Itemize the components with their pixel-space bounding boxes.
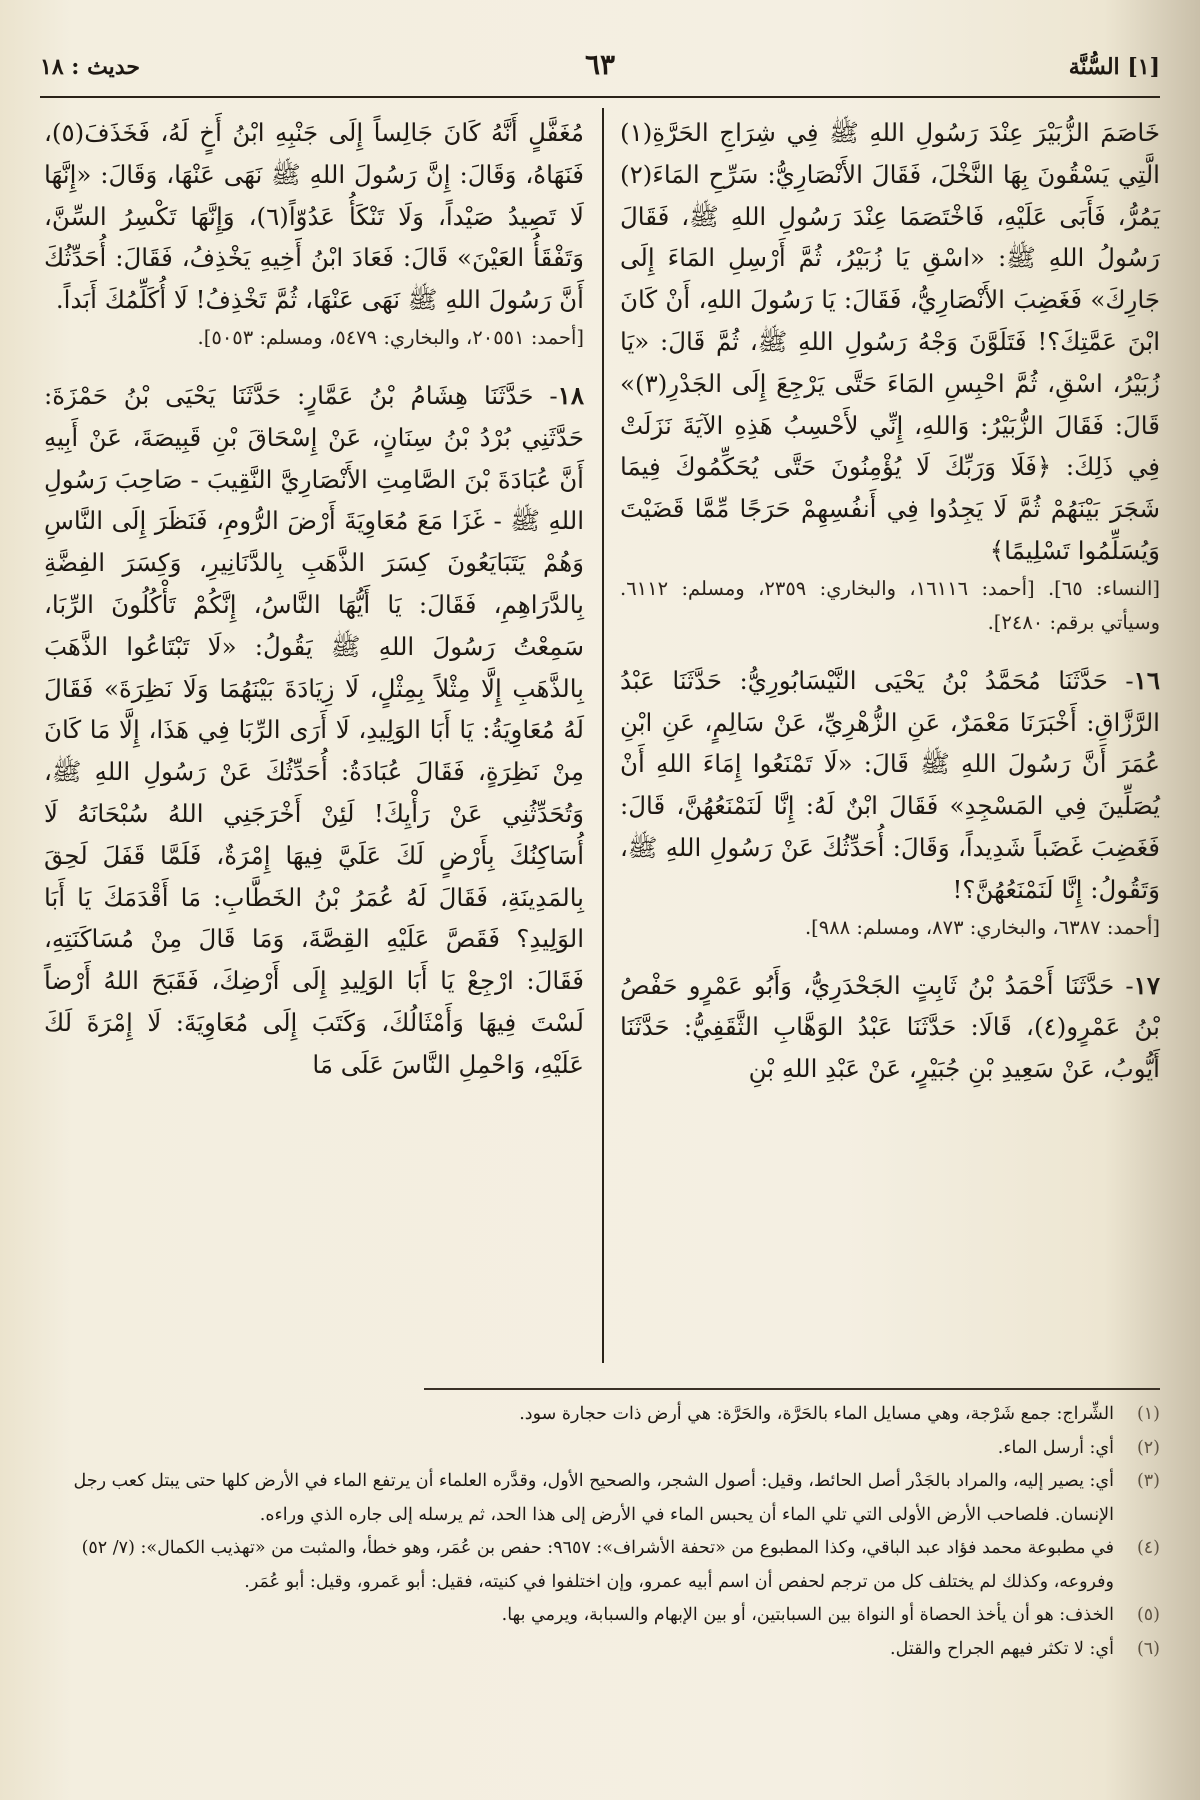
footnote-text: في مطبوعة محمد فؤاد عبد الباقي، وكذا المطبوع من «تحفة الأشراف»: ٩٦٥٧: حفص بن عُمَر، وهو خطأ، والمثبت من «تهذيب الكمال»: (٧/ ٥٢) وفروعه، وكذلك لم يختلف كل من ترجم لحفص أن اسم أبيه عمرو، وإن اختلفوا في كنيته، فقيل: أبو عَمرو، وقيل: أبو عُمَر. [81, 1538, 1114, 1592]
footnote [40, 1432, 1160, 1466]
footnote-number: (٢) [1136, 1437, 1160, 1458]
footnote [40, 1532, 1160, 1599]
header-rule [40, 96, 1160, 98]
footnote-text: الشِّراج: جمع شَرْجة، وهي مسايل الماء بالحَرَّة، والحَرَّة: هي أرض ذات حجارة سود. [519, 1404, 1114, 1424]
footnote [40, 1465, 1160, 1532]
hadith-number: ١٦ [1133, 665, 1160, 695]
footnote-number: (٦) [1136, 1638, 1160, 1659]
column-divider [602, 108, 604, 1363]
right-column [620, 112, 1160, 1090]
footnote-number: (٥) [1136, 1605, 1160, 1625]
footnote [40, 1398, 1160, 1432]
footnote-text: أي: لا تكثر فيهم الجراح والقتل. [890, 1638, 1114, 1659]
hadith-number: ١٧ [1133, 970, 1160, 1000]
footnote-text: أي: أرسل الماء. [997, 1437, 1114, 1458]
hadith-number: ١٨ [557, 380, 584, 410]
page-header [40, 48, 1160, 88]
hadith-18 [44, 375, 584, 1086]
footnote-number: (٣) [1136, 1471, 1160, 1491]
hadith-text: - حَدَّثَنَا هِشَامُ بْنُ عَمَّارٍ: حَدَّثَنَا يَحْيَى بْنُ حَمْزَةَ: حَدَّثَنِي بُرْدُ بْنُ سِنَانٍ، عَنْ إِسْحَاقَ بْنِ قَبِيصَةَ، عَنْ أَبِيهِ أَنَّ عُبَادَةَ بْنَ الصَّامِتِ الأَنْصَارِيَّ النَّقِيبَ - صَاحِبَ رَسُولِ اللهِ ﷺ - غَزَا مَعَ مُعَاوِيَةَ أَرْضَ الرُّومِ، فَنَظَرَ إِلَى النَّاسِ وَهُمْ يَتَبَايَعُونَ كِسَرَ الذَّهَبِ بِالدَّنَانِيرِ، وَكِسَرَ الفِضَّةِ بِالدَّرَاهِمِ، فَقَالَ: يَا أَيُّهَا النَّاسُ، إِنَّكُمْ تَأْكُلُونَ الرِّبَا، سَمِعْتُ رَسُولَ اللهِ ﷺ يَقُولُ: «لَا تَبْتَاعُوا الذَّهَبَ بِالذَّهَبِ إِلَّا مِثْلاً بِمِثْلٍ، لَا زِيَادَةَ بَيْنَهُمَا وَلَا نَظِرَةَ» فَقَالَ لَهُ مُعَاوِيَةُ: يَا أَبَا الوَلِيدِ، لَا أَرَى الرِّبَا فِي هَذَا، إِلَّا مَا كَانَ مِنْ نَظِرَةٍ، فَقَالَ عُبَادَةُ: أُحَدِّثُكَ عَنْ رَسُولِ اللهِ ﷺ، وَتُحَدِّثُنِي عَنْ رَأْيِكَ! لَئِنْ أَخْرَجَنِي اللهُ سُبْحَانَهُ لَا أُسَاكِنُكَ بِأَرْضٍ لَكَ عَلَيَّ فِيهَا إِمْرَةٌ، فَلَمَّا قَفَلَ لَحِقَ بِالمَدِينَةِ، فَقَالَ لَهُ عُمَرُ بْنُ الخَطَّابِ: مَا أَقْدَمَكَ يَا أَبَا الوَلِيدِ؟ فَقَصَّ عَلَيْهِ القِصَّةَ، وَمَا قَالَ مِنْ مُسَاكَنَتِهِ، فَقَالَ: ارْجِعْ يَا أَبَا الوَلِيدِ إِلَى أَرْضِكَ، فَقَبَحَ اللهُ أَرْضاً لَسْتَ فِيهَا وَأَمْثَالُكَ، وَكَتَبَ إِلَى مُعَاوِيَةَ: لَا إِمْرَةَ لَكَ عَلَيْهِ، وَاحْمِلِ النَّاسَ عَلَى مَا [44, 380, 584, 1079]
hadith-reference: حديث : ١٨ [40, 54, 140, 80]
footnote-separator [424, 1388, 1160, 1390]
hadith-citation: [أحمد: ٦٣٨٧، والبخاري: ٨٧٣، ومسلم: ٩٨٨]. [804, 915, 1160, 939]
footnote [40, 1633, 1160, 1667]
left-column [44, 112, 584, 1086]
hadith-continuation: خَاصَمَ الزُّبَيْرَ عِنْدَ رَسُولِ اللهِ ﷺ فِي شِرَاجِ الحَرَّةِ(١) الَّتِي يَسْقُونَ بِهَا النَّخْلَ، فَقَالَ الأَنْصَارِيُّ: سَرِّحِ المَاءَ(٢) يَمُرُّ، فَأَبَى عَلَيْهِ، فَاخْتَصَمَا عِنْدَ رَسُولِ اللهِ ﷺ، فَقَالَ رَسُولُ اللهِ ﷺ: «اسْقِ يَا زُبَيْرُ، ثُمَّ أَرْسِلِ المَاءَ إِلَى جَارِكَ» فَغَضِبَ الأَنْصَارِيُّ، فَقَالَ: يَا رَسُولَ اللهِ، أَنْ كَانَ ابْنَ عَمَّتِكَ؟! فَتَلَوَّنَ وَجْهُ رَسُولِ اللهِ ﷺ، ثُمَّ قَالَ: «يَا زُبَيْرُ، اسْقِ، ثُمَّ احْبِسِ المَاءَ حَتَّى يَرْجِعَ إِلَى الجَدْرِ(٣)» قَالَ: فَقَالَ الزُّبَيْرُ: وَاللهِ، إِنِّي لأَحْسِبُ هَذِهِ الآيَةَ نَزَلَتْ فِي ذَلِكَ: ﴿فَلَا وَرَبِّكَ لَا يُؤْمِنُونَ حَتَّى يُحَكِّمُوكَ فِيمَا شَجَرَ بَيْنَهُمْ ثُمَّ لَا يَجِدُوا فِي أَنفُسِهِمْ حَرَجًا مِّمَّا قَضَيْتَ وَيُسَلِّمُوا تَسْلِيمًا﴾ [620, 118, 1160, 565]
footnote-text: أي: يصير إليه، والمراد بالجَدْر أصل الحائط، وقيل: أصول الشجر، والصحيح الأول، وقدَّره العلماء أن يرتفع الماء في الأرض كلها حتى يبتل كعب رجل الإنسان. فلصاحب الأرض الأولى التي تلي الماء أن يحبس الماء في الأرض إلى هذا الحد، ثم يرسله إلى جاره الذي وراءه. [73, 1471, 1114, 1525]
page-number: ٦٣ [584, 48, 616, 81]
footnote-number: (١) [1136, 1404, 1160, 1424]
footnote-text: الخذف: هو أن يأخذ الحصاة أو النواة بين السبابتين، أو بين الإبهام والسبابة، ويرمي بها. [501, 1605, 1114, 1625]
hadith-citation: [أحمد: ٢٠٥٥١، والبخاري: ٥٤٧٩، ومسلم: ٥٠٥٣]. [197, 325, 584, 349]
chapter-title: [١] السُّنَّة [1068, 54, 1160, 80]
footnote-number: (٤) [1136, 1538, 1160, 1558]
hadith-17 [620, 965, 1160, 1090]
hadith-text: - حَدَّثَنَا أَحْمَدُ بْنُ ثَابِتٍ الجَحْدَرِيُّ، وَأَبُو عَمْرٍو حَفْصُ بْنُ عَمْرٍو(٤)، قَالَا: حَدَّثَنَا عَبْدُ الوَهَّابِ الثَّقَفِيُّ: حَدَّثَنَا أَيُّوبُ، عَنْ سَعِيدِ بْنِ جُبَيْرٍ، عَنْ عَبْدِ اللهِ بْنِ [620, 970, 1160, 1084]
footnote [40, 1599, 1160, 1633]
hadith-citation: [النساء: ٦٥]. [أحمد: ١٦١١٦، والبخاري: ٢٣٥٩، ومسلم: ٦١١٢. وسيأتي برقم: ٢٤٨٠]. [620, 576, 1160, 634]
footnotes [40, 1398, 1160, 1666]
hadith-text: - حَدَّثَنَا مُحَمَّدُ بْنُ يَحْيَى النَّيْسَابُورِيُّ: حَدَّثَنَا عَبْدُ الرَّزَّاقِ: أَخْبَرَنَا مَعْمَرٌ، عَنِ الزُّهْرِيِّ، عَنْ سَالِمٍ، عَنِ ابْنِ عُمَرَ أَنَّ رَسُولَ اللهِ ﷺ قَالَ: «لَا تَمْنَعُوا إِمَاءَ اللهِ أَنْ يُصَلِّينَ فِي المَسْجِدِ» فَقَالَ ابْنٌ لَهُ: إِنَّا لَنَمْنَعُهُنَّ، قَالَ: فَغَضِبَ غَضَباً شَدِيداً، وَقَالَ: أُحَدِّثُكَ عَنْ رَسُولِ اللهِ ﷺ، وَتَقُولُ: إِنَّا لَنَمْنَعُهُنَّ؟! [620, 665, 1160, 904]
hadith-16 [620, 660, 1160, 911]
hadith-continuation: مُغَفَّلٍ أَنَّهُ كَانَ جَالِساً إِلَى جَنْبِهِ ابْنُ أَخٍ لَهُ، فَخَذَفَ(٥)، فَنَهَاهُ، وَقَالَ: إِنَّ رَسُولَ اللهِ ﷺ نَهَى عَنْهَا، وَقَالَ: «إِنَّهَا لَا تَصِيدُ صَيْداً، وَلَا تَنْكَأُ عَدُوّاً(٦)، وَإِنَّهَا تَكْسِرُ السِّنَّ، وَتَفْقَأُ العَيْنَ» قَالَ: فَعَادَ ابْنُ أَخِيهِ يَخْذِفُ، فَقَالَ: أُحَدِّثُكَ أَنَّ رَسُولَ اللهِ ﷺ نَهَى عَنْهَا، ثُمَّ تَخْذِفُ! لَا أُكَلِّمُكَ أَبَداً. [44, 118, 585, 315]
